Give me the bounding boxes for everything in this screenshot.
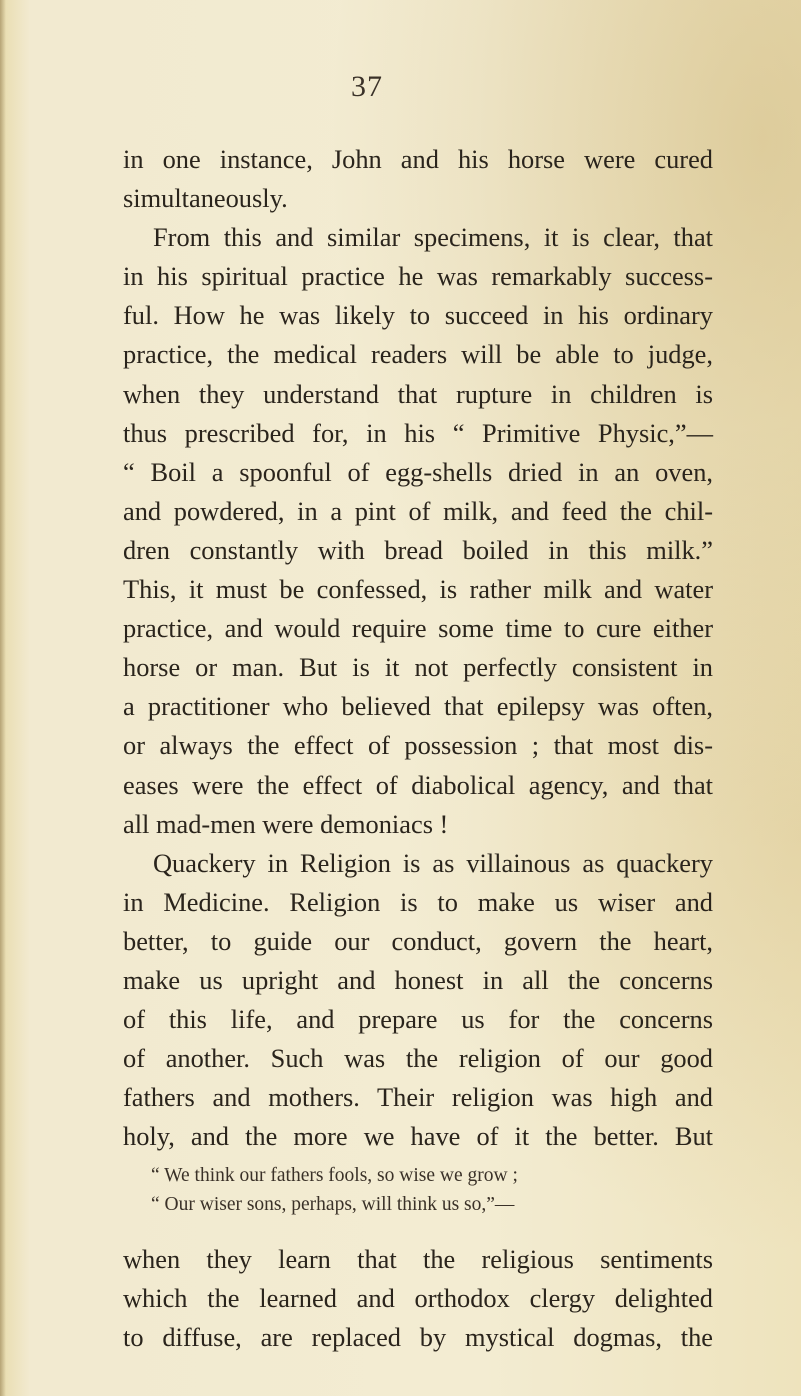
text-line: to diffuse, are replaced by mystical dogmas, the bbox=[123, 1322, 713, 1353]
text-line: fathers and mothers. Their religion was high and bbox=[123, 1082, 713, 1113]
verse-line: “ We think our fathers fools, so wise we grow ; bbox=[151, 1165, 518, 1186]
text-line: simultaneously. bbox=[123, 183, 288, 214]
text-line: practice, and would require some time to cure either bbox=[123, 613, 713, 644]
page-number: 37 bbox=[351, 70, 383, 103]
text-line: in his spiritual practice he was remarkably success- bbox=[123, 261, 713, 292]
paragraph-3 bbox=[123, 844, 713, 1157]
verse-quotation bbox=[123, 1161, 713, 1219]
text-line: better, to guide our conduct, govern the heart, bbox=[123, 925, 713, 956]
text-line: holy, and the more we have of it the better. But bbox=[123, 1121, 713, 1152]
text-line: a practitioner who believed that epilepsy was often, bbox=[123, 691, 713, 722]
verse-line: “ Our wiser sons, perhaps, will think us so,”— bbox=[151, 1194, 515, 1215]
text-line: and powdered, in a pint of milk, and feed the chil- bbox=[123, 495, 713, 526]
text-line: dren constantly with bread boiled in this milk.” bbox=[123, 534, 713, 565]
text-line: in Medicine. Religion is to make us wiser and bbox=[123, 886, 713, 917]
text-line: all mad-men were demoniacs ! bbox=[123, 808, 449, 839]
paragraph-2 bbox=[123, 218, 713, 844]
body-text bbox=[123, 140, 713, 1353]
text-line: which the learned and orthodox clergy delighted bbox=[123, 1283, 713, 1314]
text-line: of this life, and prepare us for the concerns bbox=[123, 1004, 713, 1035]
text-line: eases were the effect of diabolical agency, and that bbox=[123, 769, 713, 800]
text-line: ful. How he was likely to succeed in his ordinary bbox=[123, 300, 713, 331]
text-line: “ Boil a spoonful of egg-shells dried in an oven, bbox=[123, 456, 713, 487]
text-line: of another. Such was the religion of our good bbox=[123, 1043, 713, 1074]
text-line: thus prescribed for, in his “ Primitive Physic,”— bbox=[123, 417, 713, 448]
text-line: practice, the medical readers will be able to judge, bbox=[123, 339, 713, 370]
text-line: or always the effect of possession ; that most dis- bbox=[123, 730, 713, 761]
text-line: when they learn that the religious sentiments bbox=[123, 1244, 713, 1274]
text-line: This, it must be confessed, is rather milk and water bbox=[123, 574, 713, 605]
text-line: in one instance, John and his horse were cured bbox=[123, 144, 713, 174]
paragraph-1 bbox=[123, 140, 713, 218]
text-line: From this and similar specimens, it is clear, that bbox=[153, 222, 713, 253]
text-line: Quackery in Religion is as villainous as quackery bbox=[153, 847, 713, 878]
text-line: make us upright and honest in all the concerns bbox=[123, 964, 713, 995]
page-spine-shadow bbox=[0, 0, 6, 1396]
paragraph-4 bbox=[123, 1240, 713, 1357]
text-line: horse or man. But is it not perfectly consistent in bbox=[123, 652, 713, 683]
text-line: when they understand that rupture in children is bbox=[123, 378, 713, 409]
